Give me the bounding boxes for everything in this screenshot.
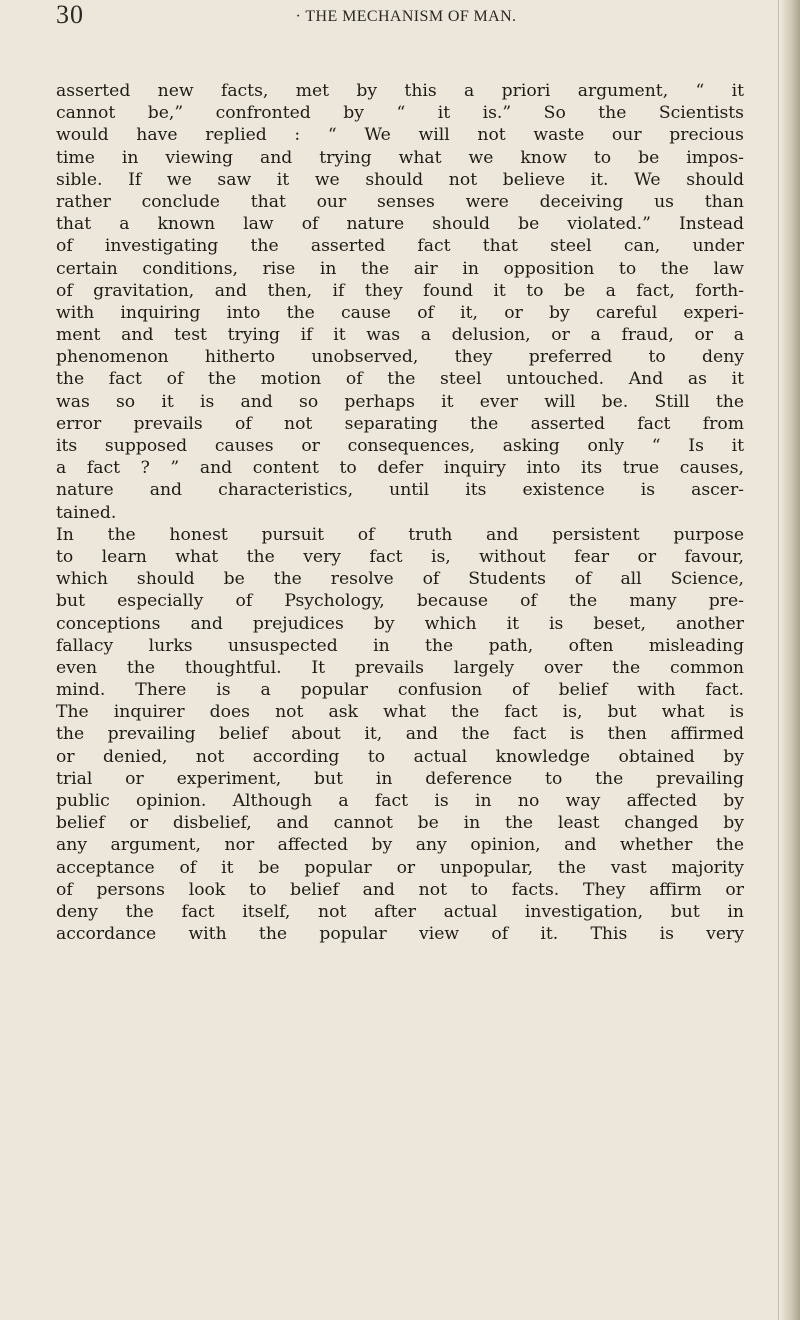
text-line: In the honest pursuit of truth and persistent purpose bbox=[56, 524, 744, 545]
body-text bbox=[56, 80, 744, 945]
text-line: of persons look to belief and not to facts. They affirm or bbox=[56, 879, 744, 900]
text-line: of investigating the asserted fact that steel can, under bbox=[56, 236, 744, 257]
text-line: tained. bbox=[56, 502, 117, 523]
text-line: conceptions and prejudices by which it is beset, another bbox=[56, 613, 744, 634]
page-header bbox=[56, 0, 756, 30]
text-line: deny the fact itself, not after actual investigation, but in bbox=[56, 901, 744, 922]
text-line: The inquirer does not ask what the fact is, but what is bbox=[56, 702, 744, 723]
page-edge-line bbox=[778, 0, 779, 1320]
text-line: time in viewing and trying what we know to be impos- bbox=[56, 147, 744, 168]
text-line: any argument, nor affected by any opinion, and whether the bbox=[56, 835, 744, 856]
page-number: 30 bbox=[56, 0, 84, 29]
text-line: fallacy lurks unsuspected in the path, often misleading bbox=[56, 635, 744, 656]
text-line: error prevails of not separating the asserted fact from bbox=[56, 413, 744, 434]
text-line: accordance with the popular view of it. This is very bbox=[56, 924, 744, 945]
text-line: even the thoughtful. It prevails largely over the common bbox=[56, 657, 744, 678]
text-line: would have replied : “ We will not waste our precious bbox=[56, 125, 744, 146]
text-line: ment and test trying if it was a delusion, or a fraud, or a bbox=[56, 325, 744, 346]
text-line: the prevailing belief about it, and the fact is then affirmed bbox=[56, 724, 744, 745]
text-line: was so it is and so perhaps it ever will be. Still the bbox=[56, 391, 744, 412]
text-line: asserted new facts, met by this a priori argument, “ it bbox=[56, 81, 744, 101]
text-line: its supposed causes or consequences, asking only “ Is it bbox=[56, 436, 744, 456]
text-line: of gravitation, and then, if they found it to be a fact, forth- bbox=[56, 280, 744, 301]
page-edge-shadow bbox=[780, 0, 800, 1320]
text-line: but especially of Psychology, because of the many pre- bbox=[56, 591, 744, 612]
text-line: belief or disbelief, and cannot be in the least changed by bbox=[56, 813, 744, 834]
text-line: to learn what the very fact is, without fear or favour, bbox=[56, 546, 744, 567]
text-line: or denied, not according to actual knowledge obtained by bbox=[56, 746, 744, 767]
text-line: that a known law of nature should be violated.” Instead bbox=[56, 214, 744, 235]
text-line: sible. If we saw it we should not believe it. We should bbox=[56, 169, 744, 190]
text-line: with inquiring into the cause of it, or by careful experi- bbox=[56, 302, 744, 323]
text-line: acceptance of it be popular or unpopular, the vast majority bbox=[56, 857, 744, 878]
text-line: certain conditions, rise in the air in opposition to the law bbox=[56, 258, 744, 279]
text-line: public opinion. Although a fact is in no way affected by bbox=[56, 791, 744, 811]
text-line: a fact ? ” and content to defer inquiry into its true causes, bbox=[56, 458, 744, 479]
text-line: rather conclude that our senses were deceiving us than bbox=[56, 191, 744, 212]
text-line: the fact of the motion of the steel untouched. And as it bbox=[56, 369, 744, 390]
text-line: which should be the resolve of Students of all Science, bbox=[56, 569, 744, 590]
text-line: cannot be,” confronted by “ it is.” So the Scientists bbox=[56, 103, 744, 124]
text-line: phenomenon hitherto unobserved, they preferred to deny bbox=[56, 347, 744, 368]
running-head: · THE MECHANISM OF MAN. bbox=[295, 8, 517, 25]
text-line: trial or experiment, but in deference to the prevailing bbox=[56, 768, 744, 789]
text-line: nature and characteristics, until its existence is ascer- bbox=[56, 480, 744, 501]
text-line: mind. There is a popular confusion of belief with fact. bbox=[56, 680, 744, 701]
